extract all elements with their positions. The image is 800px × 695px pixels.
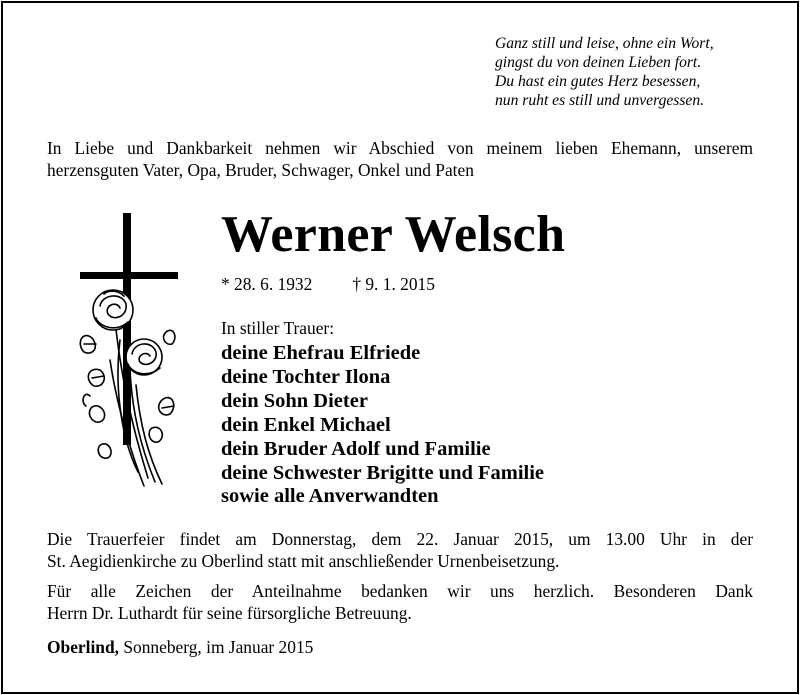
funeral-line: Die Trauerfeier findet am Donnerstag, dem 22. Januar 2015, um 13.00 Uhr in der (47, 529, 753, 549)
death-date: † 9. 1. 2015 (352, 274, 435, 294)
poem-line: nun ruht es still und unvergessen. (495, 92, 705, 109)
cross-with-roses-icon (70, 210, 180, 510)
intro-line: herzensguten Vater, Opa, Bruder, Schwager, Onkel und Paten (47, 160, 474, 180)
funeral-line: St. Aegidienkirche zu Oberlind statt mit anschließender Urnenbeisetzung. (47, 551, 560, 571)
list-item: deine Schwester Brigitte und Familie (221, 461, 545, 484)
mourning-heading: In stiller Trauer: (221, 318, 335, 338)
list-item: dein Bruder Adolf und Familie (221, 437, 491, 460)
list-item: deine Ehefrau Elfriede (221, 342, 421, 364)
intro-line: In Liebe und Dankbarkeit nehmen wir Abschied von meinem lieben Ehemann, unserem (47, 138, 753, 158)
intro-text (47, 137, 753, 181)
poem (495, 34, 714, 110)
thanks-line: Für alle Zeichen der Anteilnahme bedanken wir uns herzlich. Besonderen Dank (47, 581, 753, 601)
deceased-name: Werner Welsch (221, 206, 566, 263)
birth-date: * 28. 6. 1932 (221, 274, 313, 294)
funeral-info (47, 528, 753, 572)
list-item: dein Sohn Dieter (221, 389, 368, 412)
signature-date: Sonneberg, im Januar 2015 (119, 637, 314, 657)
life-dates (221, 273, 435, 295)
list-item: sowie alle Anverwandten (221, 485, 439, 508)
survivors-list (221, 342, 544, 509)
thanks-line: Herrn Dr. Luthardt für seine fürsorgliche Betreuung. (47, 603, 412, 623)
poem-line: Du hast ein gutes Herz besessen, (495, 73, 701, 90)
poem-line: Ganz still und leise, ohne ein Wort, (495, 35, 714, 52)
list-item: dein Enkel Michael (221, 413, 391, 436)
thanks-text (47, 580, 753, 624)
list-item: deine Tochter Ilona (221, 365, 391, 388)
signature (47, 636, 313, 658)
poem-line: gingst du von deinen Lieben fort. (495, 54, 702, 71)
signature-place: Oberlind, (47, 637, 119, 657)
